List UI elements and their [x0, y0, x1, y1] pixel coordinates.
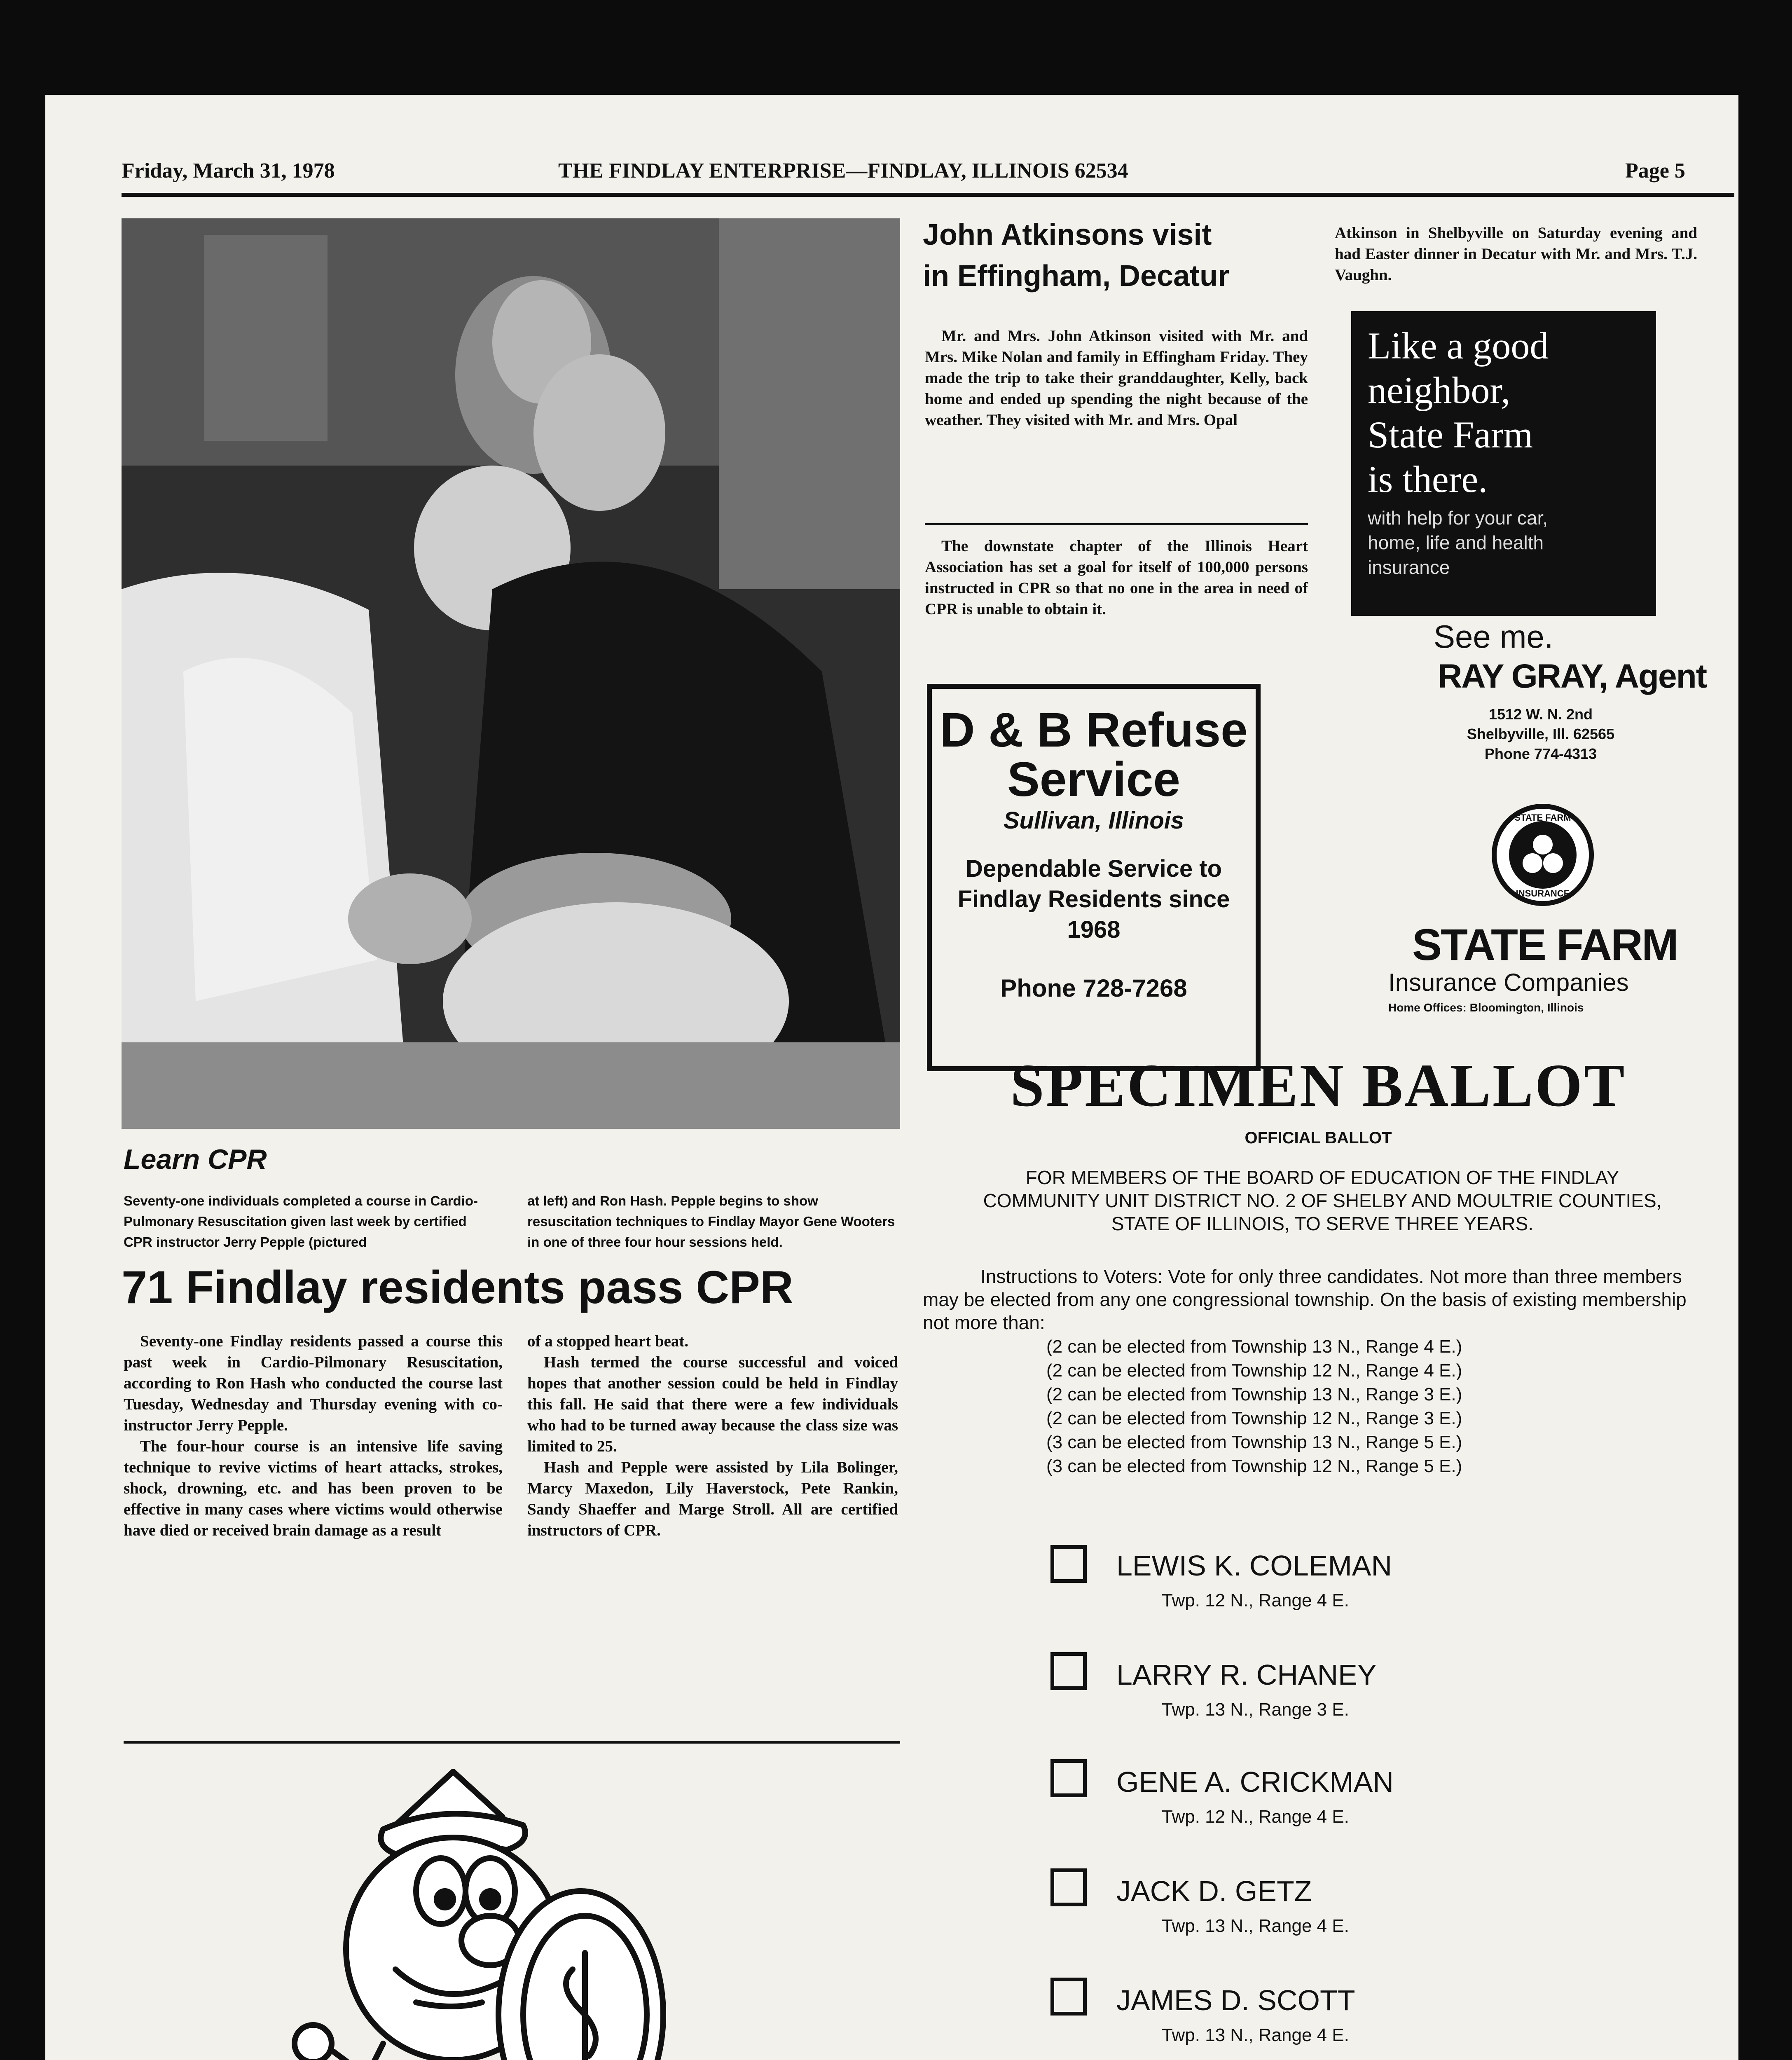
- cpr-photo-image: [122, 218, 900, 1129]
- vote-checkbox-getz[interactable]: [1050, 1868, 1087, 1906]
- cpr-paragraph: The four-hour course is an intensive life saving technique to revive victims of heart attacks, strokes, shock, drowning, etc. and has been proven to be effective in many cases where victims would otherwise have died or received brain damage as a result: [124, 1437, 503, 1539]
- sf-line3: State Farm: [1368, 414, 1533, 456]
- atkinson-headline: [923, 214, 1326, 297]
- cpr-paragraph: Hash termed the course successful and voiced hopes that another session could be held in Findlay this fall. He said that there were a few individuals who had to be turned away because the class size was limited to 25.: [527, 1353, 898, 1455]
- state-farm-logo-icon: [1491, 803, 1594, 906]
- sf-agent: RAY GRAY, Agent: [1438, 658, 1707, 695]
- township-rule: (3 can be elected from Township 12 N., Range 5 E.): [1046, 1456, 1462, 1476]
- cpr-col2: [527, 1331, 898, 1541]
- sf-line1: Like a good: [1368, 325, 1549, 367]
- photo-caption-title: Learn CPR: [124, 1144, 267, 1175]
- photo-caption-col2: at left) and Ron Hash. Pepple begins to show resuscitation techniques to Findlay Mayor Gene Wooters in one of three four hour sessions held.: [527, 1193, 895, 1250]
- sf-home-offices: Home Offices: Bloomington, Illinois: [1388, 1001, 1584, 1014]
- vote-checkbox-chaney[interactable]: [1050, 1652, 1087, 1690]
- db-name-line2: Service: [1007, 752, 1180, 807]
- sf-line4: is there.: [1368, 458, 1488, 500]
- township-rule: (2 can be elected from Township 12 N., Range 3 E.): [1046, 1408, 1462, 1428]
- ballot-instructions: Instructions to Voters: Vote for only three candidates. Not more than three members may be elected from any one congressional township. On the basis of existing membership not more than:: [923, 1266, 1687, 1333]
- vote-checkbox-crickman[interactable]: [1050, 1759, 1087, 1797]
- atkinson-headline-line1: John Atkinsons visit: [923, 218, 1212, 251]
- issue-date: Friday, March 31, 1978: [122, 159, 335, 183]
- photo-caption-col1: Seventy-one individuals completed a course in Cardio-Pulmonary Resuscitation given last week by certified CPR instructor Jerry Pepple (pictured: [124, 1193, 478, 1250]
- db-location: Sullivan, Illinois: [1003, 807, 1184, 834]
- candidate-township: Twp. 13 N., Range 4 E.: [1162, 1916, 1349, 1936]
- sf-address-line2: Shelbyville, Ill. 62565: [1467, 726, 1615, 742]
- atkinson-headline-line2: in Effingham, Decatur: [923, 260, 1230, 293]
- db-tagline: Dependable Service to Findlay Residents since 1968: [957, 855, 1230, 943]
- db-name-line1: D & B Refuse: [940, 703, 1248, 757]
- sf-line2: neighbor,: [1368, 369, 1511, 411]
- atkinson-continued: Atkinson in Shelbyville on Saturday evening and had Easter dinner in Decatur with Mr. and Mrs. T.J. Vaughn.: [1335, 224, 1697, 284]
- logo-bottom-text: INSURANCE: [1516, 888, 1570, 899]
- cpr-photo: [122, 218, 900, 1129]
- official-ballot-label: OFFICIAL BALLOT: [1245, 1129, 1392, 1147]
- coin-mascot: [260, 1755, 770, 2060]
- sf-see-me: See me.: [1434, 618, 1553, 655]
- sf-brand: STATE FARM: [1412, 920, 1677, 969]
- candidate-township: Twp. 13 N., Range 4 E.: [1162, 2025, 1349, 2045]
- cpr-paragraph: Hash and Pepple were assisted by Lila Bolinger, Marcy Maxedon, Lily Haverstock, Pete Rankin, Sandy Shaeffer and Marge Stroll. All are certified instructors of CPR.: [527, 1458, 898, 1539]
- sf-small-text: with help for your car, home, life and health insurance: [1368, 507, 1548, 578]
- candidate-name: LARRY R. CHANEY: [1116, 1659, 1377, 1691]
- candidate-name: JAMES D. SCOTT: [1116, 1984, 1355, 2016]
- state-farm-ad: [1351, 311, 1656, 616]
- cpr-col1: [124, 1331, 503, 1541]
- candidate-township: Twp. 12 N., Range 4 E.: [1162, 1807, 1349, 1827]
- township-rule: (3 can be elected from Township 13 N., Range 5 E.): [1046, 1432, 1462, 1452]
- state-farm-logo: [1491, 803, 1594, 906]
- newspaper-page: [45, 95, 1738, 2060]
- ballot-for-members: FOR MEMBERS OF THE BOARD OF EDUCATION OF THE FINDLAY COMMUNITY UNIT DISTRICT NO. 2 OF SHELBY AND MOULTRIE COUNTIES, STATE OF ILLINOIS, TO SERVE THREE YEARS.: [983, 1167, 1662, 1234]
- candidate-township: Twp. 12 N., Range 4 E.: [1162, 1590, 1349, 1611]
- page-number: Page 5: [1625, 159, 1685, 183]
- vote-checkbox-scott[interactable]: [1050, 1978, 1087, 2016]
- candidate-name: GENE A. CRICKMAN: [1116, 1766, 1394, 1798]
- specimen-ballot-title: SPECIMEN BALLOT: [1010, 1052, 1626, 1119]
- sf-address: [1417, 705, 1664, 764]
- sf-address-line1: 1512 W. N. 2nd: [1488, 706, 1593, 723]
- logo-top-text: STATE FARM: [1514, 812, 1571, 823]
- candidate-township: Twp. 13 N., Range 3 E.: [1162, 1700, 1349, 1720]
- atkinson-body: Mr. and Mrs. John Atkinson visited with Mr. and Mrs. Mike Nolan and family in Effingham Friday. They made the trip to take their granddaughter, Kelly, back home and ended up spending the night because of the weather. They visited with Mr. and Mrs. Opal: [925, 327, 1308, 429]
- heart-association-note: The downstate chapter of the Illinois Heart Association has set a goal for itself of 100,000 persons instructed in CPR so that no one in the area in need of CPR is unable to obtain it.: [925, 537, 1308, 618]
- township-rule: (2 can be elected from Township 13 N., Range 3 E.): [1046, 1384, 1462, 1405]
- township-rules: [1046, 1335, 1462, 1478]
- candidate-name: LEWIS K. COLEMAN: [1116, 1550, 1392, 1582]
- cpr-paragraph: Seventy-one Findlay residents passed a course this past week in Cardio-Pilmonary Resuscitation, according to Ron Hash who conducted the course last Tuesday, Wednesday and Thursday evening with co-instructor Jerry Pepple.: [124, 1332, 503, 1434]
- cpr-paragraph: of a stopped heart beat.: [527, 1332, 689, 1350]
- section-divider: [124, 1741, 900, 1744]
- db-phone: Phone 728-7268: [1000, 974, 1187, 1002]
- coin-mascot-icon: [260, 1755, 770, 2060]
- sf-phone: Phone 774-4313: [1484, 745, 1597, 762]
- cpr-headline: 71 Findlay residents pass CPR: [122, 1262, 793, 1313]
- article-divider: [925, 523, 1308, 525]
- township-rule: (2 can be elected from Township 12 N., Range 4 E.): [1046, 1360, 1462, 1381]
- sf-companies: Insurance Companies: [1388, 969, 1629, 996]
- db-refuse-ad: [927, 684, 1261, 1071]
- vote-checkbox-coleman[interactable]: [1050, 1545, 1087, 1583]
- newspaper-name: THE FINDLAY ENTERPRISE—FINDLAY, ILLINOIS 62534: [558, 159, 1128, 183]
- candidate-name: JACK D. GETZ: [1116, 1875, 1312, 1907]
- masthead-rule: [122, 193, 1734, 197]
- township-rule: (2 can be elected from Township 13 N., Range 4 E.): [1046, 1337, 1462, 1357]
